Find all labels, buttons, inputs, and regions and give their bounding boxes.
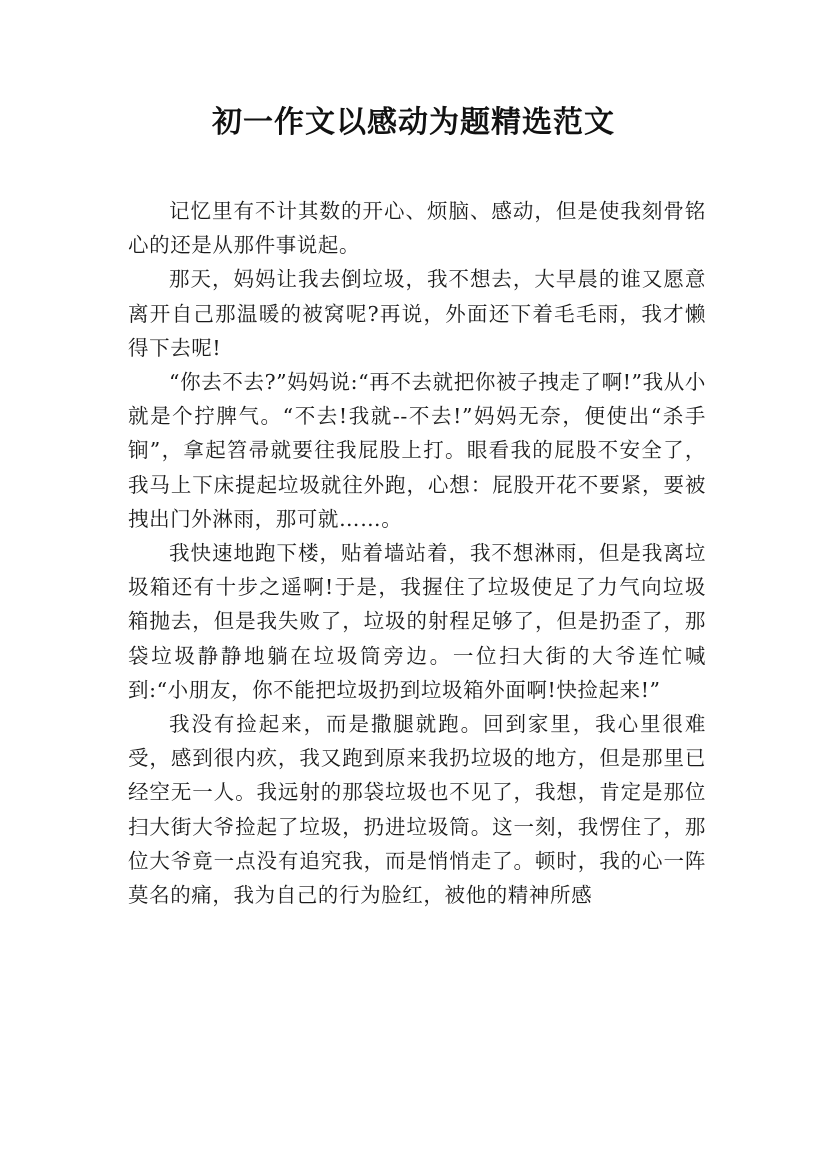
paragraph-1: 记忆里有不计其数的开心、烦脑、感动，但是使我刻骨铭心的还是从那件事说起。 bbox=[128, 199, 706, 258]
paragraph-5: 我没有捡起来，而是撒腿就跑。回到家里，我心里很难受，感到很内疚，我又跑到原来我扔垃圾的地方，但是那里已经空无一人。我远射的那袋垃圾也不见了，我想，肯定是那位扫大街大爷捡起了垃圾，扔进垃圾筒。这一刻，我愣住了，那位大爷竟一点没有追究我，而是悄悄走了。顿时，我的心一阵莫名的痛，我为自己的行为脸红，被他的精神所感 bbox=[128, 712, 706, 908]
document-title: 初一作文以感动为题精选范文 bbox=[212, 105, 615, 140]
document-body bbox=[128, 194, 706, 912]
paragraph-3: “你去不去?”妈妈说:“再不去就把你被子拽走了啊!”我从小就是个拧脾气。“不去!我就--不去!”妈妈无奈，便使出“杀手锏”，拿起笤帚就要往我屁股上打。眼看我的屁股不安全了，我马上下床提起垃圾就往外跑，心想：屁股开花不要紧，要被拽出门外淋雨，那可就……。 bbox=[128, 370, 706, 531]
paragraph-4: 我快速地跑下楼，贴着墙站着，我不想淋雨，但是我离垃圾箱还有十步之遥啊!于是，我握住了垃圾使足了力气向垃圾箱抛去，但是我失败了，垃圾的射程足够了，但是扔歪了，那袋垃圾静静地躺在垃圾筒旁边。一位扫大街的大爷连忙喊到:“小朋友，你不能把垃圾扔到垃圾箱外面啊!快捡起来!” bbox=[128, 541, 706, 702]
paragraph-2: 那天，妈妈让我去倒垃圾，我不想去，大早晨的谁又愿意离开自己那温暖的被窝呢?再说，外面还下着毛毛雨，我才懒得下去呢! bbox=[128, 267, 706, 360]
